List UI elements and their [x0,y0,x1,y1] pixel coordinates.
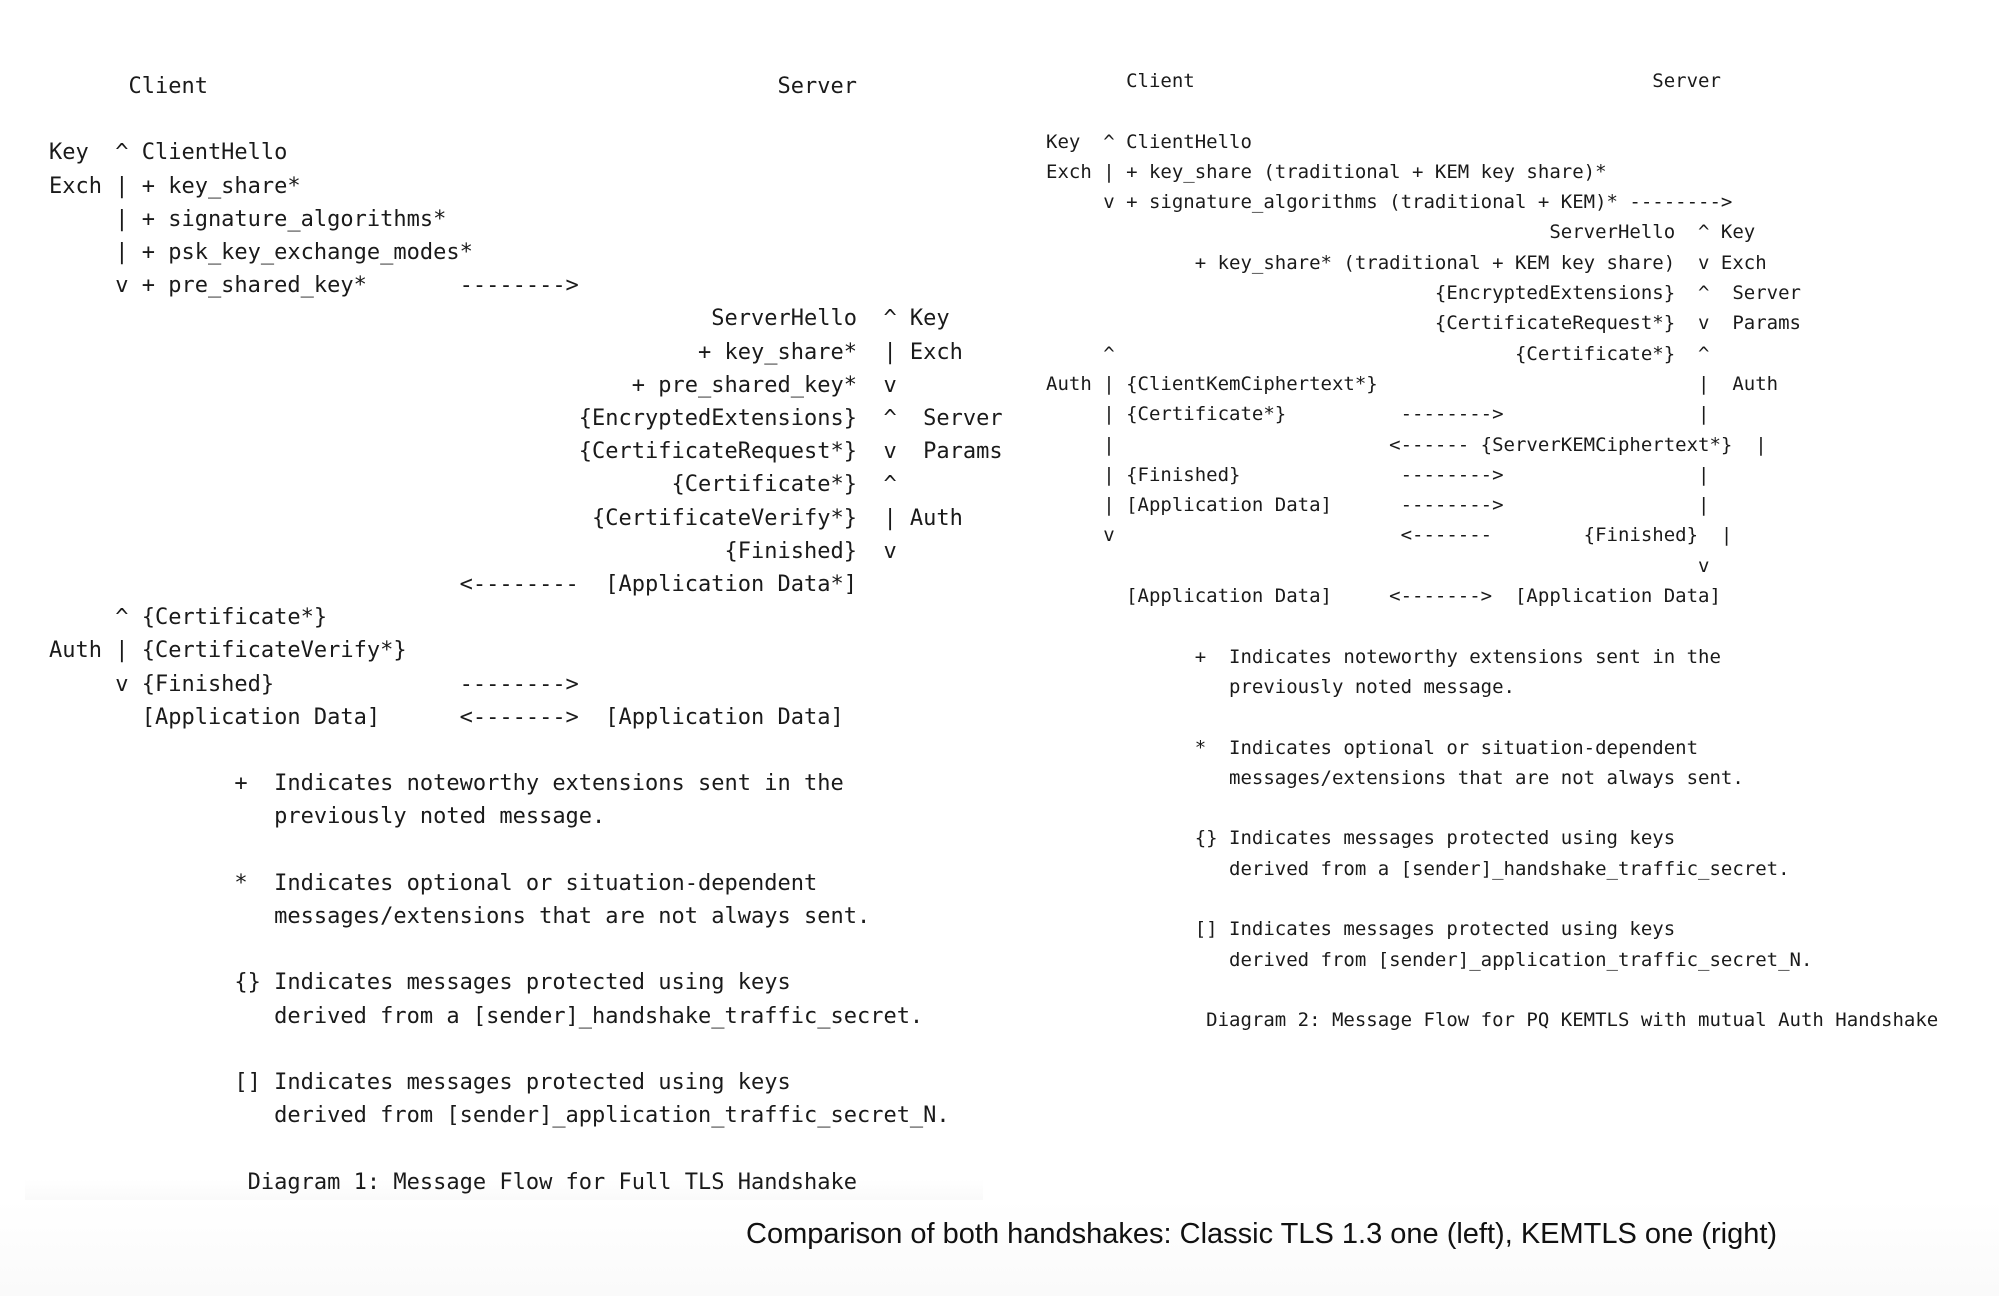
kemtls-message-flow-diagram: Client Server Key ^ ClientHello Exch | + key_share (traditional + KEM key share)* v + signature_algorithms (traditional + KEM)* --------> ServerHello ^ Key + key_share* (traditional + KEM key share) v Exch {EncryptedExtensions} ^ Server {CertificateRequest*} v Params ^ {Certificate*} ^ Auth | {ClientKemCiphertext*} | Auth | {Certificate*} --------> | | <------ {ServerKEMCiphertext*} | | {Finished} --------> | | [Application Data] --------> | v <------- {Finished} | v [Application Data] <-------> [Application Data] + Indicates noteworthy extensions sent in the previously noted message. * Indicates optional or situation-dependent messages/extensions that are not always sent. {} Indicates messages protected using keys derived from a [sender]_handshake_traffic_secret. [] Indicates messages protected using keys derived from [sender]_application_traffic_secret_N. Diagram 2: Message Flow for PQ KEMTLS with mutual Auth Handshake [1046,70,1939,1032]
tls13-diagram-panel [25,30,1003,1215]
figure-caption: Comparison of both handshakes: Classic TLS 1.3 one (left), KEMTLS one (right) [746,1218,1778,1250]
kemtls-diagram-panel [1030,30,1980,1040]
tls13-message-flow-diagram: Client Server Key ^ ClientHello Exch | + key_share* | + signature_algorithms* | + psk_key_exchange_modes* v + pre_shared_key* --------> ServerHello ^ Key + key_share* | Exch + pre_shared_key* v {EncryptedExtensions} ^ Server {CertificateRequest*} v Params {Certificate*} ^ {CertificateVerify*} | Auth {Finished} v <-------- [Application Data*] ^ {Certificate*} Auth | {CertificateVerify*} v {Finished} --------> [Application Data] <-------> [Application Data] + Indicates noteworthy extensions sent in the previously noted message. * Indicates optional or situation-dependent messages/extensions that are not always sent. {} Indicates messages protected using keys derived from a [sender]_handshake_traffic_secret. [] Indicates messages protected using keys derived from [sender]_application_traffic_secret_N. Diagram 1: Message Flow for Full TLS Handshake [49,74,1003,1195]
